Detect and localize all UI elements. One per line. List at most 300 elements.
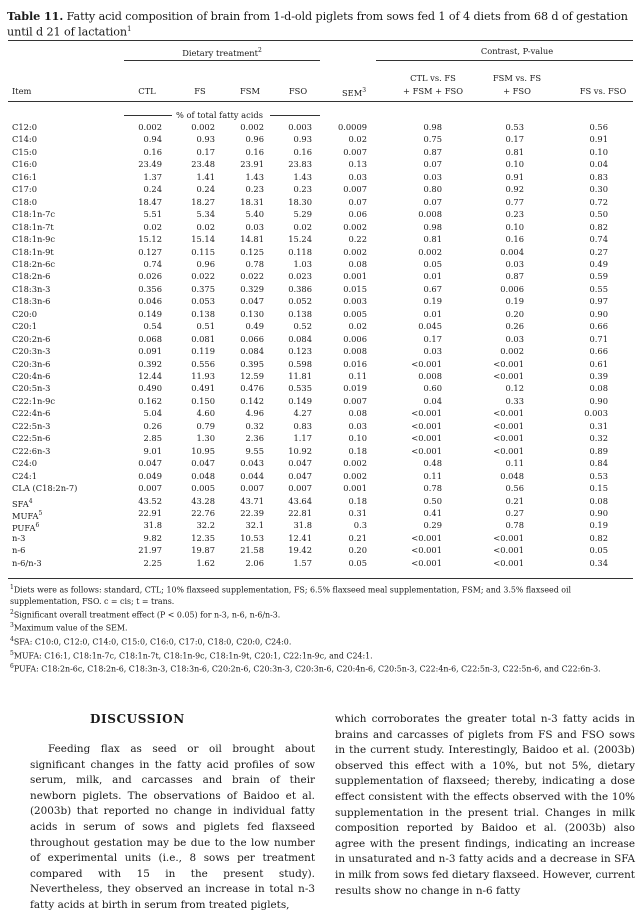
cell-p2: 0.006	[500, 283, 524, 294]
cell-ctl: 22.91	[138, 507, 162, 518]
table-top-rule	[8, 40, 633, 41]
cell-p1: 0.50	[423, 495, 442, 506]
cell-ctl: 0.94	[143, 134, 162, 145]
cell-item: C16:1	[12, 171, 37, 182]
cell-item: C20:3n-3	[12, 346, 51, 357]
table-row	[0, 221, 640, 234]
cell-fso: 0.047	[288, 470, 312, 481]
discussion-left-paragraph: Feeding flax as seed or oil brought about significant changes in the fatty acid profiles of sow serum, milk, and carcasses and brain of their newborn piglets. The observations of Baidoo et al. (2003b) that reported no change in individual fatty acids in serum of sows and piglets fed flaxseed throughout gestation may be due to the low number of experimental units (i.e., 8 sows per treatment compared with 15 in the present study). Nevertheless, they observed an increase in total n-3 fatty acids at birth in serum from treated piglets,	[30, 743, 315, 911]
cell-fs: 12.35	[191, 532, 215, 543]
cell-ctl: 15.12	[138, 234, 162, 245]
cell-item: C18:0	[12, 196, 37, 207]
cell-sem: 0.002	[343, 246, 367, 257]
table-row	[0, 333, 640, 346]
header-ctl-vs-all	[403, 73, 463, 96]
cell-p1: 0.80	[423, 184, 442, 195]
cell-ctl: 31.8	[143, 520, 162, 531]
cell-p2: 0.27	[505, 507, 524, 518]
cell-p2: 0.19	[505, 296, 524, 307]
table-row	[0, 308, 640, 321]
cell-p1: 0.75	[423, 134, 442, 145]
header-sem-label: SEM	[341, 87, 363, 98]
cell-fsm: 0.007	[240, 483, 264, 494]
table-row	[0, 382, 640, 395]
cell-sem: 0.3	[353, 520, 367, 531]
cell-fs: 0.24	[196, 184, 215, 195]
table-row	[0, 233, 640, 246]
cell-item: n-6/n-3	[12, 557, 42, 568]
table-row	[0, 445, 640, 458]
table-row	[0, 532, 640, 545]
cell-ctl: 0.54	[143, 321, 162, 332]
cell-p3: 0.66	[589, 321, 608, 332]
cell-p2: 0.12	[505, 383, 524, 394]
footnote-text: PUFA: C18:2n-6c, C18:2n-6, C18:3n-3, C18:3n-6, C20:2n-6, C20:3n-3, C20:3n-6, C20:4n-6, C20:5n-3, C22:4n-6, C22:5n-3, C22:5n-6, and C22:6n-3.	[13, 664, 601, 674]
cell-fso: 1.43	[293, 171, 312, 182]
cell-fso: 0.003	[288, 122, 312, 132]
cell-p3: 0.49	[589, 258, 608, 269]
cell-item: C18:2n-6	[12, 271, 51, 282]
cell-item: C18:1n-7t	[12, 221, 54, 232]
cell-fso: 1.57	[293, 557, 312, 568]
table-row	[0, 258, 640, 271]
cell-fs: 0.053	[191, 296, 215, 307]
cell-fs: 18.27	[191, 196, 215, 207]
table-bottom-rule	[8, 578, 633, 579]
cell-ctl: 0.16	[143, 146, 162, 157]
table-row	[0, 345, 640, 358]
table-row	[0, 432, 640, 445]
cell-item-sup: 5	[38, 509, 43, 517]
table-row	[0, 495, 640, 508]
cell-sem: 0.31	[348, 507, 367, 518]
cell-fsm: 0.32	[245, 420, 264, 431]
cell-sem: 0.20	[348, 545, 367, 556]
cell-item: C18:1n-9t	[12, 246, 54, 257]
cell-item: C12:0	[12, 122, 37, 132]
cell-p3: 0.34	[589, 557, 608, 568]
cell-fs: 0.79	[196, 420, 215, 431]
cell-p2: <0.001	[493, 408, 524, 419]
cell-item-sup: 4	[28, 497, 33, 505]
cell-fsm: 0.329	[240, 283, 264, 294]
cell-item: n-6	[12, 545, 26, 556]
cell-fsm: 0.066	[240, 333, 264, 344]
cell-item: C20:2n-6	[12, 333, 51, 344]
cell-p1: 0.17	[423, 333, 442, 344]
cell-item: PUFA$^6$	[12, 522, 40, 534]
cell-p2: 0.77	[505, 196, 524, 207]
footnote-text: Diets were as follows: standard, CTL; 10% flaxseed supplementation, FS; 6.5% flaxseed meal supplementation, FSM; and 3.5% flaxseed oil supplementation, FSO. c = cis; t = trans.	[10, 585, 572, 606]
cell-fso: 10.92	[288, 445, 312, 456]
cell-fso: 0.83	[293, 420, 312, 431]
cell-p1: 0.81	[423, 234, 442, 245]
table-row	[0, 407, 640, 420]
cell-fsm: 0.16	[245, 146, 264, 157]
cell-fsm: 0.78	[245, 258, 264, 269]
cell-p3: 0.72	[589, 196, 608, 207]
cell-p1: 0.29	[423, 520, 442, 531]
cell-ctl: 2.85	[143, 433, 162, 444]
cell-ctl: 0.007	[138, 483, 162, 494]
cell-p2: <0.001	[493, 420, 524, 431]
table-row	[0, 557, 640, 570]
cell-p3: 0.97	[589, 296, 608, 307]
cell-fso: 12.41	[288, 532, 312, 543]
cell-sem: 0.18	[348, 495, 367, 506]
cell-p3: 0.74	[589, 234, 608, 245]
cell-fs: 0.047	[191, 458, 215, 469]
header-ctl: CTL	[138, 86, 156, 96]
cell-sem: 0.016	[343, 358, 367, 369]
table-row	[0, 171, 640, 184]
cell-fso: 0.047	[288, 458, 312, 469]
cell-p2: 0.002	[500, 346, 524, 357]
cell-sem: 0.11	[348, 371, 367, 381]
cell-p1: 0.04	[423, 395, 442, 406]
cell-fs: 0.491	[191, 383, 215, 394]
table-row	[0, 183, 640, 196]
cell-fs: 0.93	[196, 134, 215, 145]
cell-p2: 0.20	[505, 308, 524, 319]
table-row	[0, 295, 640, 308]
header-fsm-vs-fs	[493, 73, 541, 96]
cell-sem: 0.07	[348, 196, 367, 207]
cell-item: C18:1n-7c	[12, 209, 56, 220]
cell-p3: 0.66	[589, 346, 608, 357]
units-rule-right	[270, 115, 320, 116]
cell-p1: 0.002	[418, 246, 442, 257]
cell-sem: 0.006	[343, 333, 367, 344]
discussion-right-column	[335, 712, 635, 899]
cell-fs: 43.28	[191, 495, 215, 506]
header-fsm-vs-fs-line2: + FSO	[503, 86, 531, 96]
table-row	[0, 358, 640, 371]
cell-sem: 0.001	[343, 271, 367, 282]
cell-p3: 0.59	[589, 271, 608, 282]
cell-sem: 0.015	[343, 283, 367, 294]
table-row	[0, 121, 640, 134]
table-row	[0, 370, 640, 383]
footnote	[10, 648, 635, 662]
cell-fs: 0.081	[191, 333, 215, 344]
cell-fso: 18.30	[288, 196, 312, 207]
cell-p1: <0.001	[411, 408, 442, 419]
cell-fsm: 0.047	[240, 296, 264, 307]
cell-fso: 31.8	[293, 520, 312, 531]
table-row	[0, 457, 640, 470]
cell-fs: 32.2	[196, 520, 215, 531]
cell-fso: 0.598	[288, 358, 312, 369]
cell-item: C20:0	[12, 308, 37, 319]
table-row	[0, 146, 640, 159]
table-row	[0, 470, 640, 483]
cell-sem: 0.18	[348, 445, 367, 456]
footnote	[10, 582, 635, 607]
cell-p1: <0.001	[411, 557, 442, 568]
cell-p3: 0.08	[589, 383, 608, 394]
cell-fso: 1.03	[293, 258, 312, 269]
cell-p3: 0.71	[589, 333, 608, 344]
table-row	[0, 507, 640, 520]
cell-p1: 0.87	[423, 146, 442, 157]
cell-p2: 0.17	[505, 134, 524, 145]
cell-fsm: 0.022	[240, 271, 264, 282]
cell-fso: 0.123	[288, 346, 312, 357]
cell-p2: 0.78	[505, 520, 524, 531]
cell-fs: 0.022	[191, 271, 215, 282]
cell-p3: 0.27	[589, 246, 608, 257]
cell-ctl: 0.24	[143, 184, 162, 195]
cell-sem: 0.019	[343, 383, 367, 394]
cell-fsm: 43.71	[240, 495, 264, 506]
cell-p3: 0.10	[589, 146, 608, 157]
table-row	[0, 246, 640, 259]
header-sem	[342, 86, 366, 98]
footnote-mark: 3	[10, 622, 14, 630]
footnote	[10, 607, 635, 621]
cell-p2: 0.21	[505, 495, 524, 506]
cell-fsm: 18.31	[240, 196, 264, 207]
cell-fso: 0.007	[288, 483, 312, 494]
cell-fs: 5.34	[196, 209, 215, 220]
cell-sem: 0.007	[343, 184, 367, 195]
cell-p2: <0.001	[493, 445, 524, 456]
cell-fs: 22.76	[191, 507, 215, 518]
cell-fs: 11.93	[191, 371, 215, 381]
cell-p2: 0.10	[505, 159, 524, 170]
cell-item: C14:0	[12, 134, 37, 145]
cell-p2: 0.048	[500, 470, 524, 481]
cell-fsm: 32.1	[245, 520, 264, 531]
cell-item: C20:3n-6	[12, 358, 51, 369]
cell-fso: 0.02	[293, 221, 312, 232]
cell-ctl: 0.091	[138, 346, 162, 357]
cell-p3: 0.56	[589, 122, 608, 132]
cell-fs: 1.41	[196, 171, 215, 182]
cell-p2: <0.001	[493, 545, 524, 556]
cell-p1: 0.03	[423, 346, 442, 357]
cell-ctl: 0.02	[143, 221, 162, 232]
cell-fs: 0.02	[196, 221, 215, 232]
discussion-heading: DISCUSSION	[90, 712, 185, 726]
cell-p3: 0.90	[589, 308, 608, 319]
cell-fs: 1.62	[196, 557, 215, 568]
cell-p3: 0.003	[584, 408, 608, 419]
cell-item: C16:0	[12, 159, 37, 170]
table-title: Fatty acid composition of brain from 1-d-old piglets from sows fed 1 of 4 diets from 68 d of gestation until d 21 of lactation	[7, 10, 628, 39]
cell-p2: <0.001	[493, 532, 524, 543]
cell-fsm: 0.03	[245, 221, 264, 232]
cell-p1: 0.07	[423, 159, 442, 170]
cell-fsm: 0.125	[240, 246, 264, 257]
cell-p2: 0.92	[505, 184, 524, 195]
cell-item: C22:1n-9c	[12, 395, 56, 406]
header-fs: FS	[194, 86, 206, 96]
cell-fso: 0.084	[288, 333, 312, 344]
cell-fs: 0.150	[191, 395, 215, 406]
table-row	[0, 270, 640, 283]
cell-ctl: 0.74	[143, 258, 162, 269]
cell-p2: 0.87	[505, 271, 524, 282]
cell-p1: 0.78	[423, 483, 442, 494]
cell-item: C22:6n-3	[12, 445, 51, 456]
cell-item: C24:1	[12, 470, 37, 481]
cell-item: n-3	[12, 532, 26, 543]
cell-ctl: 0.392	[138, 358, 162, 369]
cell-item: C20:5n-3	[12, 383, 51, 394]
cell-item: C18:1n-9c	[12, 234, 56, 245]
cell-fso: 19.42	[288, 545, 312, 556]
cell-p1: 0.60	[423, 383, 442, 394]
cell-sem: 0.03	[348, 420, 367, 431]
header-group-rule-left	[124, 60, 320, 61]
table-label: Table 11.	[7, 9, 64, 23]
cell-fs: 15.14	[191, 234, 215, 245]
cell-p2: 0.03	[505, 333, 524, 344]
cell-fso: 0.386	[288, 283, 312, 294]
header-item: Item	[12, 86, 32, 96]
cell-ctl: 18.47	[138, 196, 162, 207]
cell-p2: 0.004	[500, 246, 524, 257]
cell-p1: 0.03	[423, 171, 442, 182]
cell-sem: 0.10	[348, 433, 367, 444]
cell-p3: 0.91	[589, 134, 608, 145]
cell-fso: 11.81	[288, 371, 312, 381]
footnote-mark: 2	[10, 608, 14, 616]
cell-p3: 0.19	[589, 520, 608, 531]
cell-fs: 0.119	[191, 346, 215, 357]
cell-fsm: 0.043	[240, 458, 264, 469]
table-row	[0, 395, 640, 408]
footnote-mark: 4	[10, 635, 14, 643]
cell-ctl: 0.149	[138, 308, 162, 319]
cell-fs: 0.048	[191, 470, 215, 481]
table-caption	[7, 10, 635, 39]
header-ctl-vs-all-line1: CTL vs. FS	[410, 73, 456, 83]
cell-p3: 0.90	[589, 395, 608, 406]
header-group-dietary-sup: 2	[257, 47, 262, 54]
cell-p3: 0.30	[589, 184, 608, 195]
cell-p1: <0.001	[411, 433, 442, 444]
cell-p3: 0.82	[589, 532, 608, 543]
cell-item: C17:0	[12, 184, 37, 195]
cell-fsm: 0.044	[240, 470, 264, 481]
cell-p1: 0.07	[423, 196, 442, 207]
cell-item: MUFA$^5$	[12, 509, 43, 521]
cell-ctl: 2.25	[143, 557, 162, 568]
cell-item: C20:1	[12, 321, 37, 332]
cell-p2: 0.56	[505, 483, 524, 494]
cell-fsm: 0.130	[240, 308, 264, 319]
header-group-contrast: Contrast, P-value	[480, 46, 554, 56]
cell-p2: 0.81	[505, 146, 524, 157]
cell-item: C20:4n-6	[12, 371, 51, 381]
header-sem-sup: 3	[362, 87, 367, 94]
cell-ctl: 12.44	[138, 371, 162, 381]
cell-p3: 0.08	[589, 495, 608, 506]
cell-p1: 0.67	[423, 283, 442, 294]
cell-p2: 0.16	[505, 234, 524, 245]
cell-fso: 0.149	[288, 395, 312, 406]
cell-sem: 0.03	[348, 171, 367, 182]
cell-item: C18:3n-6	[12, 296, 51, 307]
cell-fsm: 21.58	[240, 545, 264, 556]
footnote-text: Significant overall treatment effect (P < 0.05) for n-3, n-6, n-6/n-3.	[13, 610, 281, 620]
cell-fs: 0.556	[191, 358, 215, 369]
cell-fsm: 14.81	[240, 234, 264, 245]
cell-sem: 0.002	[343, 470, 367, 481]
cell-p3: 0.31	[589, 420, 608, 431]
cell-ctl: 5.04	[143, 408, 162, 419]
cell-fsm: 2.06	[245, 557, 264, 568]
footnote	[10, 634, 635, 648]
cell-sem: 0.13	[348, 159, 367, 170]
cell-sem: 0.08	[348, 408, 367, 419]
table-row	[0, 320, 640, 333]
cell-fsm: 0.395	[240, 358, 264, 369]
cell-sem: 0.002	[343, 221, 367, 232]
cell-item: C22:4n-6	[12, 408, 51, 419]
cell-p1: <0.001	[411, 545, 442, 556]
cell-ctl: 21.97	[138, 545, 162, 556]
cell-p1: <0.001	[411, 445, 442, 456]
cell-ctl: 5.51	[143, 209, 162, 220]
cell-p1: 0.01	[423, 308, 442, 319]
cell-ctl: 0.047	[138, 458, 162, 469]
cell-fs: 0.002	[191, 122, 215, 132]
cell-sem: 0.002	[343, 458, 367, 469]
cell-p2: 0.91	[505, 171, 524, 182]
cell-p3: 0.53	[589, 470, 608, 481]
cell-fsm: 23.91	[240, 159, 264, 170]
cell-ctl: 0.127	[138, 246, 162, 257]
cell-fs: 0.375	[191, 283, 215, 294]
header-fs-vs-fso: FS vs. FSO	[579, 86, 627, 96]
table-row	[0, 519, 640, 532]
cell-ctl: 0.002	[138, 122, 162, 132]
cell-ctl: 0.046	[138, 296, 162, 307]
cell-sem: 0.05	[348, 557, 367, 568]
cell-p3: 0.89	[589, 445, 608, 456]
cell-p2: <0.001	[493, 358, 524, 369]
cell-sem: 0.007	[343, 146, 367, 157]
cell-p3: 0.15	[589, 483, 608, 494]
table-row	[0, 482, 640, 495]
footnote-mark: 1	[10, 584, 14, 591]
cell-p3: 0.83	[589, 171, 608, 182]
cell-fso: 23.83	[288, 159, 312, 170]
cell-item: CLA (C18:2n-7)	[12, 483, 78, 494]
cell-sem: 0.007	[343, 395, 367, 406]
caption-footnote-mark: 1	[126, 25, 132, 33]
cell-fso: 0.118	[288, 246, 312, 257]
cell-ctl: 0.490	[138, 383, 162, 394]
cell-p2: 0.11	[505, 458, 524, 469]
units-label: % of total fatty acids	[176, 110, 263, 120]
footnote	[10, 661, 635, 675]
header-group-rule-right	[376, 60, 633, 61]
cell-p1: 0.045	[418, 321, 442, 332]
cell-sem: 0.06	[348, 209, 367, 220]
cell-ctl: 9.82	[143, 532, 162, 543]
cell-fs: 19.87	[191, 545, 215, 556]
cell-sem: 0.02	[348, 321, 367, 332]
cell-p1: 0.98	[423, 122, 442, 132]
cell-p3: 0.39	[589, 371, 608, 381]
header-group-dietary-label: Dietary treatment	[182, 47, 258, 58]
cell-p1: 0.008	[418, 209, 442, 220]
